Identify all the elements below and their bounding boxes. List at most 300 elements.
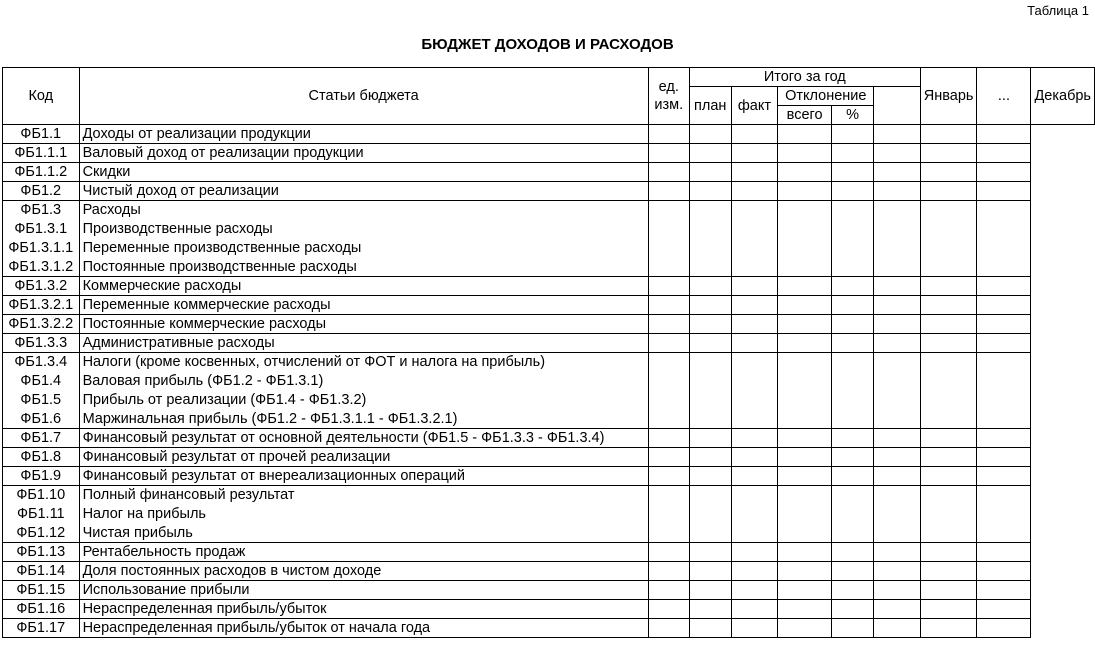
value-cell xyxy=(778,315,832,334)
value-cell xyxy=(689,391,731,410)
value-cell xyxy=(778,182,832,201)
table-row xyxy=(3,448,1095,467)
table-row xyxy=(3,277,1095,296)
row-article: Валовая прибыль (ФБ1.2 - ФБ1.3.1) xyxy=(79,372,648,391)
value-cell xyxy=(920,258,977,277)
value-cell xyxy=(874,524,921,543)
value-cell xyxy=(689,239,731,258)
row-code: ФБ1.1.2 xyxy=(3,163,80,182)
value-cell xyxy=(874,296,921,315)
value-cell xyxy=(831,258,873,277)
value-cell xyxy=(778,410,832,429)
value-cell xyxy=(977,144,1031,163)
value-cell xyxy=(648,448,689,467)
value-cell xyxy=(874,448,921,467)
value-cell xyxy=(977,619,1031,638)
value-cell xyxy=(731,353,778,372)
value-cell xyxy=(648,600,689,619)
value-cell xyxy=(731,296,778,315)
row-code: ФБ1.16 xyxy=(3,600,80,619)
row-code: ФБ1.3.1.2 xyxy=(3,258,80,277)
value-cell xyxy=(831,201,873,220)
value-cell xyxy=(648,524,689,543)
value-cell xyxy=(778,391,832,410)
value-cell xyxy=(731,562,778,581)
budget-table xyxy=(2,67,1095,638)
row-code: ФБ1.3.2.2 xyxy=(3,315,80,334)
row-article: Переменные производственные расходы xyxy=(79,239,648,258)
value-cell xyxy=(731,220,778,239)
row-code: ФБ1.5 xyxy=(3,391,80,410)
value-cell xyxy=(920,410,977,429)
value-cell xyxy=(648,125,689,144)
value-cell xyxy=(689,619,731,638)
value-cell xyxy=(689,144,731,163)
table-row xyxy=(3,334,1095,353)
row-article: Налог на прибыль xyxy=(79,505,648,524)
value-cell xyxy=(831,296,873,315)
value-cell xyxy=(874,486,921,505)
row-article: Переменные коммерческие расходы xyxy=(79,296,648,315)
value-cell xyxy=(920,581,977,600)
value-cell xyxy=(920,448,977,467)
value-cell xyxy=(977,201,1031,220)
value-cell xyxy=(731,524,778,543)
table-row xyxy=(3,258,1095,277)
value-cell xyxy=(731,125,778,144)
row-code: ФБ1.3.1.1 xyxy=(3,239,80,258)
value-cell xyxy=(874,543,921,562)
value-cell xyxy=(731,201,778,220)
value-cell xyxy=(920,619,977,638)
value-cell xyxy=(920,372,977,391)
value-cell xyxy=(977,600,1031,619)
row-article: Маржинальная прибыль (ФБ1.2 - ФБ1.3.1.1 - ФБ1.3.2.1) xyxy=(79,410,648,429)
header-ellipsis: ... xyxy=(977,68,1031,125)
value-cell xyxy=(977,315,1031,334)
value-cell xyxy=(648,410,689,429)
value-cell xyxy=(648,296,689,315)
value-cell xyxy=(689,258,731,277)
value-cell xyxy=(648,562,689,581)
table-row xyxy=(3,220,1095,239)
value-cell xyxy=(689,486,731,505)
row-article: Производственные расходы xyxy=(79,220,648,239)
value-cell xyxy=(977,410,1031,429)
value-cell xyxy=(778,144,832,163)
value-cell xyxy=(648,315,689,334)
value-cell xyxy=(874,581,921,600)
value-cell xyxy=(778,467,832,486)
table-row xyxy=(3,163,1095,182)
value-cell xyxy=(778,486,832,505)
value-cell xyxy=(731,429,778,448)
row-code: ФБ1.10 xyxy=(3,486,80,505)
value-cell xyxy=(977,391,1031,410)
row-article: Доходы от реализации продукции xyxy=(79,125,648,144)
value-cell xyxy=(689,315,731,334)
value-cell xyxy=(831,239,873,258)
row-code: ФБ1.17 xyxy=(3,619,80,638)
value-cell xyxy=(689,600,731,619)
row-article: Чистая прибыль xyxy=(79,524,648,543)
header-plan: план xyxy=(689,87,731,125)
value-cell xyxy=(731,619,778,638)
header-deviation: Отклонение xyxy=(778,87,874,106)
row-article: Нераспределенная прибыль/убыток от начала года xyxy=(79,619,648,638)
row-article: Использование прибыли xyxy=(79,581,648,600)
value-cell xyxy=(731,334,778,353)
value-cell xyxy=(920,353,977,372)
value-cell xyxy=(731,163,778,182)
row-article: Чистый доход от реализации xyxy=(79,182,648,201)
value-cell xyxy=(831,353,873,372)
value-cell xyxy=(731,239,778,258)
value-cell xyxy=(831,144,873,163)
value-cell xyxy=(731,467,778,486)
value-cell xyxy=(977,372,1031,391)
table-body xyxy=(3,125,1095,638)
value-cell xyxy=(977,467,1031,486)
value-cell xyxy=(689,334,731,353)
value-cell xyxy=(831,410,873,429)
value-cell xyxy=(831,163,873,182)
value-cell xyxy=(689,277,731,296)
header-code: Код xyxy=(3,68,80,125)
value-cell xyxy=(920,505,977,524)
row-article: Административные расходы xyxy=(79,334,648,353)
value-cell xyxy=(874,144,921,163)
table-row xyxy=(3,391,1095,410)
value-cell xyxy=(648,258,689,277)
row-code: ФБ1.2 xyxy=(3,182,80,201)
value-cell xyxy=(874,277,921,296)
value-cell xyxy=(778,429,832,448)
table-row xyxy=(3,600,1095,619)
value-cell xyxy=(778,239,832,258)
value-cell xyxy=(778,600,832,619)
value-cell xyxy=(731,144,778,163)
value-cell xyxy=(778,296,832,315)
value-cell xyxy=(689,410,731,429)
value-cell xyxy=(831,562,873,581)
row-code: ФБ1.3.2 xyxy=(3,277,80,296)
value-cell xyxy=(648,429,689,448)
value-cell xyxy=(648,505,689,524)
value-cell xyxy=(874,429,921,448)
value-cell xyxy=(648,182,689,201)
value-cell xyxy=(689,448,731,467)
row-article: Коммерческие расходы xyxy=(79,277,648,296)
table-row xyxy=(3,201,1095,220)
value-cell xyxy=(648,201,689,220)
row-code: ФБ1.3.3 xyxy=(3,334,80,353)
row-code: ФБ1.3 xyxy=(3,201,80,220)
header-december: Декабрь xyxy=(1031,68,1095,125)
header-units-line2: изм. xyxy=(654,97,684,113)
value-cell xyxy=(689,296,731,315)
value-cell xyxy=(920,144,977,163)
value-cell xyxy=(689,543,731,562)
value-cell xyxy=(920,486,977,505)
value-cell xyxy=(831,524,873,543)
row-code: ФБ1.8 xyxy=(3,448,80,467)
row-code: ФБ1.4 xyxy=(3,372,80,391)
value-cell xyxy=(831,220,873,239)
value-cell xyxy=(731,486,778,505)
value-cell xyxy=(977,562,1031,581)
header-total-year: Итого за год xyxy=(689,68,920,87)
table-row xyxy=(3,429,1095,448)
value-cell xyxy=(977,543,1031,562)
table-row xyxy=(3,524,1095,543)
value-cell xyxy=(874,562,921,581)
value-cell xyxy=(920,543,977,562)
value-cell xyxy=(689,581,731,600)
header-units-line1: ед. xyxy=(658,79,679,95)
value-cell xyxy=(977,125,1031,144)
value-cell xyxy=(874,182,921,201)
value-cell xyxy=(920,315,977,334)
table-row xyxy=(3,562,1095,581)
table-row xyxy=(3,505,1095,524)
value-cell xyxy=(778,543,832,562)
table-row xyxy=(3,581,1095,600)
value-cell xyxy=(731,258,778,277)
value-cell xyxy=(977,429,1031,448)
value-cell xyxy=(831,448,873,467)
row-article: Полный финансовый результат xyxy=(79,486,648,505)
value-cell xyxy=(874,600,921,619)
value-cell xyxy=(831,182,873,201)
value-cell xyxy=(648,277,689,296)
value-cell xyxy=(648,144,689,163)
value-cell xyxy=(689,353,731,372)
value-cell xyxy=(778,524,832,543)
value-cell xyxy=(648,543,689,562)
header-january: Январь xyxy=(920,68,977,125)
value-cell xyxy=(874,467,921,486)
value-cell xyxy=(648,239,689,258)
value-cell xyxy=(920,125,977,144)
header-dev-pct: % xyxy=(831,106,873,125)
value-cell xyxy=(778,372,832,391)
value-cell xyxy=(831,467,873,486)
value-cell xyxy=(731,505,778,524)
value-cell xyxy=(831,125,873,144)
row-article: Финансовый результат от основной деятельности (ФБ1.5 - ФБ1.3.3 - ФБ1.3.4) xyxy=(79,429,648,448)
value-cell xyxy=(977,581,1031,600)
value-cell xyxy=(778,505,832,524)
value-cell xyxy=(648,353,689,372)
value-cell xyxy=(731,543,778,562)
value-cell xyxy=(874,239,921,258)
header-fact: факт xyxy=(731,87,778,125)
value-cell xyxy=(977,258,1031,277)
row-article: Рентабельность продаж xyxy=(79,543,648,562)
value-cell xyxy=(831,372,873,391)
value-cell xyxy=(920,391,977,410)
value-cell xyxy=(778,334,832,353)
value-cell xyxy=(920,220,977,239)
value-cell xyxy=(831,334,873,353)
value-cell xyxy=(831,543,873,562)
value-cell xyxy=(831,391,873,410)
table-row xyxy=(3,467,1095,486)
value-cell xyxy=(977,239,1031,258)
value-cell xyxy=(874,619,921,638)
value-cell xyxy=(977,163,1031,182)
value-cell xyxy=(977,353,1031,372)
row-article: Доля постоянных расходов в чистом доходе xyxy=(79,562,648,581)
value-cell xyxy=(920,277,977,296)
row-article: Расходы xyxy=(79,201,648,220)
row-article: Валовый доход от реализации продукции xyxy=(79,144,648,163)
value-cell xyxy=(920,562,977,581)
value-cell xyxy=(689,562,731,581)
value-cell xyxy=(831,505,873,524)
value-cell xyxy=(648,163,689,182)
table-row xyxy=(3,296,1095,315)
row-code: ФБ1.14 xyxy=(3,562,80,581)
value-cell xyxy=(874,353,921,372)
value-cell xyxy=(648,619,689,638)
value-cell xyxy=(778,353,832,372)
value-cell xyxy=(731,448,778,467)
table-caption: Таблица 1 xyxy=(1027,3,1089,18)
row-article: Налоги (кроме косвенных, отчислений от ФОТ и налога на прибыль) xyxy=(79,353,648,372)
row-code: ФБ1.12 xyxy=(3,524,80,543)
row-article: Финансовый результат от прочей реализации xyxy=(79,448,648,467)
value-cell xyxy=(778,448,832,467)
value-cell xyxy=(831,619,873,638)
value-cell xyxy=(874,505,921,524)
row-code: ФБ1.3.2.1 xyxy=(3,296,80,315)
row-article: Нераспределенная прибыль/убыток xyxy=(79,600,648,619)
table-row xyxy=(3,543,1095,562)
value-cell xyxy=(920,429,977,448)
row-article: Прибыль от реализации (ФБ1.4 - ФБ1.3.2) xyxy=(79,391,648,410)
table-row xyxy=(3,125,1095,144)
row-code: ФБ1.9 xyxy=(3,467,80,486)
table-row xyxy=(3,410,1095,429)
value-cell xyxy=(920,182,977,201)
value-cell xyxy=(648,220,689,239)
value-cell xyxy=(648,467,689,486)
row-article: Финансовый результат от внереализационных операций xyxy=(79,467,648,486)
value-cell xyxy=(874,372,921,391)
value-cell xyxy=(778,619,832,638)
row-code: ФБ1.7 xyxy=(3,429,80,448)
value-cell xyxy=(874,201,921,220)
value-cell xyxy=(648,486,689,505)
value-cell xyxy=(689,182,731,201)
value-cell xyxy=(689,524,731,543)
table-row xyxy=(3,486,1095,505)
table-row xyxy=(3,353,1095,372)
table-row xyxy=(3,182,1095,201)
value-cell xyxy=(874,163,921,182)
value-cell xyxy=(920,334,977,353)
value-cell xyxy=(977,296,1031,315)
value-cell xyxy=(778,201,832,220)
value-cell xyxy=(874,125,921,144)
value-cell xyxy=(977,505,1031,524)
table-row xyxy=(3,239,1095,258)
value-cell xyxy=(778,581,832,600)
table-row xyxy=(3,144,1095,163)
value-cell xyxy=(977,220,1031,239)
row-code: ФБ1.1 xyxy=(3,125,80,144)
value-cell xyxy=(689,220,731,239)
value-cell xyxy=(977,448,1031,467)
header-article: Статьи бюджета xyxy=(79,68,648,125)
value-cell xyxy=(920,163,977,182)
value-cell xyxy=(977,524,1031,543)
row-code: ФБ1.3.4 xyxy=(3,353,80,372)
header-dev-total: всего xyxy=(778,106,832,125)
row-article: Скидки xyxy=(79,163,648,182)
value-cell xyxy=(920,524,977,543)
row-code: ФБ1.3.1 xyxy=(3,220,80,239)
value-cell xyxy=(731,581,778,600)
value-cell xyxy=(648,581,689,600)
value-cell xyxy=(920,239,977,258)
value-cell xyxy=(778,163,832,182)
value-cell xyxy=(731,410,778,429)
value-cell xyxy=(874,315,921,334)
value-cell xyxy=(689,505,731,524)
value-cell xyxy=(648,372,689,391)
value-cell xyxy=(689,163,731,182)
value-cell xyxy=(689,125,731,144)
value-cell xyxy=(689,467,731,486)
table-row xyxy=(3,372,1095,391)
value-cell xyxy=(648,391,689,410)
value-cell xyxy=(731,372,778,391)
value-cell xyxy=(689,372,731,391)
value-cell xyxy=(977,486,1031,505)
row-code: ФБ1.1.1 xyxy=(3,144,80,163)
value-cell xyxy=(831,429,873,448)
value-cell xyxy=(874,220,921,239)
value-cell xyxy=(977,334,1031,353)
value-cell xyxy=(831,315,873,334)
document-title: БЮДЖЕТ ДОХОДОВ И РАСХОДОВ xyxy=(421,36,674,53)
value-cell xyxy=(731,315,778,334)
value-cell xyxy=(731,600,778,619)
value-cell xyxy=(831,581,873,600)
value-cell xyxy=(831,600,873,619)
value-cell xyxy=(778,277,832,296)
value-cell xyxy=(831,277,873,296)
value-cell xyxy=(778,562,832,581)
value-cell xyxy=(920,600,977,619)
value-cell xyxy=(874,258,921,277)
value-cell xyxy=(977,182,1031,201)
value-cell xyxy=(689,201,731,220)
value-cell xyxy=(874,334,921,353)
value-cell xyxy=(874,410,921,429)
table-header xyxy=(3,68,1095,125)
value-cell xyxy=(648,334,689,353)
row-code: ФБ1.11 xyxy=(3,505,80,524)
table-row xyxy=(3,315,1095,334)
row-article: Постоянные производственные расходы xyxy=(79,258,648,277)
header-units xyxy=(648,68,689,125)
value-cell xyxy=(831,486,873,505)
value-cell xyxy=(778,220,832,239)
